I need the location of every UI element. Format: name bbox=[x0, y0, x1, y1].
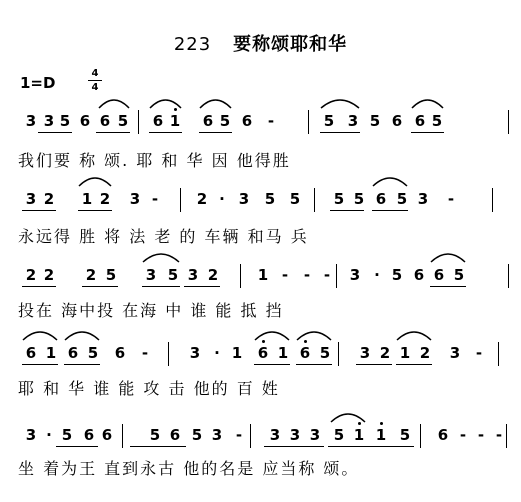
slur-arc bbox=[149, 96, 182, 110]
note: 3 bbox=[269, 426, 281, 444]
beam-underline bbox=[264, 446, 324, 447]
note: 1 bbox=[353, 426, 365, 444]
note: 5 bbox=[453, 266, 465, 284]
dash-note: - bbox=[235, 426, 243, 444]
beam-underline bbox=[142, 286, 180, 287]
barline bbox=[508, 110, 509, 134]
slur-arc bbox=[98, 96, 130, 110]
beam-underline bbox=[254, 364, 290, 365]
barline bbox=[336, 264, 337, 288]
note: 5 bbox=[353, 190, 365, 208]
slur-arc bbox=[199, 96, 232, 110]
dash-note: - bbox=[151, 190, 159, 208]
note: 5 bbox=[149, 426, 161, 444]
note: 5 bbox=[219, 112, 231, 130]
beam-underline bbox=[396, 364, 432, 365]
note: 1 bbox=[399, 344, 411, 362]
note: 6 bbox=[101, 426, 113, 444]
barline bbox=[420, 424, 421, 448]
note: 5 bbox=[289, 190, 301, 208]
beam-underline bbox=[22, 210, 56, 211]
time-signature bbox=[88, 68, 102, 93]
note: 3 bbox=[187, 266, 199, 284]
beam-underline bbox=[78, 210, 112, 211]
note: 6 bbox=[79, 112, 91, 130]
beam-underline bbox=[184, 286, 220, 287]
note: 6 bbox=[299, 344, 311, 362]
note: 6 bbox=[169, 426, 181, 444]
beam-underline bbox=[149, 132, 182, 133]
note: 6 bbox=[413, 266, 425, 284]
beam-underline bbox=[56, 446, 98, 447]
note: 5 bbox=[369, 112, 381, 130]
note: 3 bbox=[289, 426, 301, 444]
note: 6 bbox=[437, 426, 449, 444]
barline bbox=[168, 342, 169, 366]
note: 5 bbox=[105, 266, 117, 284]
note: 3 bbox=[145, 266, 157, 284]
note: 3 bbox=[309, 426, 321, 444]
beam-underline bbox=[296, 364, 332, 365]
note: 6 bbox=[25, 344, 37, 362]
note: 6 bbox=[152, 112, 164, 130]
time-signature-bottom: 4 bbox=[91, 82, 99, 93]
note: 2 bbox=[25, 266, 37, 284]
song-number: 223 bbox=[173, 34, 212, 55]
note: 6 bbox=[114, 344, 126, 362]
lyrics-line-2: 永远得 胜 将 法 老 的 车辆 和马 兵 bbox=[18, 227, 309, 246]
slur-arc bbox=[372, 174, 408, 188]
note: 2 bbox=[43, 190, 55, 208]
barline bbox=[180, 188, 181, 212]
beam-underline bbox=[38, 132, 72, 133]
dash-note: - bbox=[477, 426, 485, 444]
slur-arc bbox=[430, 250, 466, 264]
slur-arc bbox=[254, 328, 290, 342]
lyrics-line-1: 我们要 称 颂. 耶 和 华 因 他得胜 bbox=[18, 151, 291, 170]
note: 3 bbox=[25, 426, 37, 444]
beam-underline bbox=[130, 446, 186, 447]
note: 3 bbox=[449, 344, 461, 362]
note: 5 bbox=[167, 266, 179, 284]
dash-note: - bbox=[281, 266, 289, 284]
note: 6 bbox=[257, 344, 269, 362]
slur-arc bbox=[64, 328, 100, 342]
beam-underline bbox=[82, 286, 118, 287]
dash-note: - bbox=[323, 266, 331, 284]
notation-line-5 bbox=[18, 426, 508, 452]
notation-line-3 bbox=[18, 266, 508, 292]
note: 5 bbox=[59, 112, 71, 130]
slur-arc bbox=[320, 96, 360, 110]
barline bbox=[314, 188, 315, 212]
notation-line-2 bbox=[18, 190, 508, 216]
note: 5 bbox=[264, 190, 276, 208]
note: 5 bbox=[333, 426, 345, 444]
barline bbox=[338, 342, 339, 366]
dot-rhythm: · bbox=[214, 344, 220, 362]
note: 5 bbox=[396, 190, 408, 208]
beam-underline bbox=[430, 286, 466, 287]
note: 2 bbox=[43, 266, 55, 284]
note: 3 bbox=[347, 112, 359, 130]
note: 5 bbox=[191, 426, 203, 444]
dash-note: - bbox=[303, 266, 311, 284]
note: 6 bbox=[375, 190, 387, 208]
song-title bbox=[0, 30, 521, 56]
note: 3 bbox=[417, 190, 429, 208]
note: 5 bbox=[117, 112, 129, 130]
note: 3 bbox=[43, 112, 55, 130]
note: 6 bbox=[67, 344, 79, 362]
note: 1 bbox=[231, 344, 243, 362]
octave-dot bbox=[380, 422, 383, 425]
beam-underline bbox=[96, 132, 130, 133]
note: 5 bbox=[323, 112, 335, 130]
slur-arc bbox=[22, 328, 58, 342]
lyrics-line-4: 耶 和 华 谁 能 攻 击 他的 百 姓 bbox=[18, 379, 280, 398]
barline bbox=[508, 264, 509, 288]
note: 6 bbox=[83, 426, 95, 444]
beam-underline bbox=[372, 210, 408, 211]
note: 5 bbox=[319, 344, 331, 362]
beam-underline bbox=[320, 132, 360, 133]
note: 6 bbox=[202, 112, 214, 130]
beam-underline bbox=[330, 210, 364, 211]
note: 1 bbox=[81, 190, 93, 208]
note: 2 bbox=[419, 344, 431, 362]
note: 3 bbox=[189, 344, 201, 362]
note: 5 bbox=[333, 190, 345, 208]
lyrics-line-5: 坐 着为王 直到永古 他的名是 应当称 颂。 bbox=[18, 459, 360, 478]
note: 3 bbox=[359, 344, 371, 362]
song-title-text: 要称颂耶和华 bbox=[233, 34, 348, 55]
note: 1 bbox=[45, 344, 57, 362]
time-signature-divider bbox=[88, 80, 102, 81]
barline bbox=[122, 424, 123, 448]
barline bbox=[498, 342, 499, 366]
note: 1 bbox=[169, 112, 181, 130]
dash-note: - bbox=[447, 190, 455, 208]
note: 1 bbox=[277, 344, 289, 362]
slur-arc bbox=[142, 250, 180, 264]
notation-line-4 bbox=[18, 344, 508, 370]
beam-underline bbox=[199, 132, 232, 133]
note: 2 bbox=[379, 344, 391, 362]
barline bbox=[138, 110, 139, 134]
beam-underline bbox=[328, 446, 372, 447]
note: 2 bbox=[99, 190, 111, 208]
note: 3 bbox=[349, 266, 361, 284]
slur-arc bbox=[396, 328, 432, 342]
note: 6 bbox=[414, 112, 426, 130]
time-signature-top: 4 bbox=[91, 68, 99, 79]
dot-rhythm: · bbox=[46, 426, 52, 444]
note: 2 bbox=[196, 190, 208, 208]
note: 1 bbox=[257, 266, 269, 284]
note: 3 bbox=[211, 426, 223, 444]
beam-underline bbox=[411, 132, 444, 133]
dash-note: - bbox=[267, 112, 275, 130]
beam-underline bbox=[372, 446, 414, 447]
note: 3 bbox=[129, 190, 141, 208]
note: 5 bbox=[431, 112, 443, 130]
dash-note: - bbox=[141, 344, 149, 362]
slur-arc bbox=[78, 174, 112, 188]
beam-underline bbox=[64, 364, 100, 365]
slur-arc bbox=[330, 410, 366, 424]
barline bbox=[250, 424, 251, 448]
note: 6 bbox=[99, 112, 111, 130]
note: 5 bbox=[87, 344, 99, 362]
note: 3 bbox=[25, 112, 37, 130]
note: 5 bbox=[399, 426, 411, 444]
dot-rhythm: · bbox=[219, 190, 225, 208]
note: 2 bbox=[85, 266, 97, 284]
notation-line-1 bbox=[18, 112, 508, 138]
note: 6 bbox=[241, 112, 253, 130]
dot-rhythm: · bbox=[374, 266, 380, 284]
dash-note: - bbox=[475, 344, 483, 362]
barline bbox=[492, 188, 493, 212]
note: 5 bbox=[391, 266, 403, 284]
note: 1 bbox=[375, 426, 387, 444]
lyrics-line-3: 投在 海中投 在海 中 谁 能 抵 挡 bbox=[18, 301, 284, 320]
note: 5 bbox=[61, 426, 73, 444]
note: 3 bbox=[25, 190, 37, 208]
note: 2 bbox=[207, 266, 219, 284]
dash-note: - bbox=[459, 426, 467, 444]
barline bbox=[240, 264, 241, 288]
slur-arc bbox=[296, 328, 332, 342]
beam-underline bbox=[22, 364, 58, 365]
dash-note: - bbox=[495, 426, 503, 444]
barline bbox=[308, 110, 309, 134]
note: 6 bbox=[391, 112, 403, 130]
beam-underline bbox=[22, 286, 56, 287]
key-signature: 1=D bbox=[20, 74, 56, 92]
note: 6 bbox=[433, 266, 445, 284]
barline bbox=[506, 424, 507, 448]
slur-arc bbox=[411, 96, 444, 110]
note: 3 bbox=[238, 190, 250, 208]
beam-underline bbox=[356, 364, 392, 365]
